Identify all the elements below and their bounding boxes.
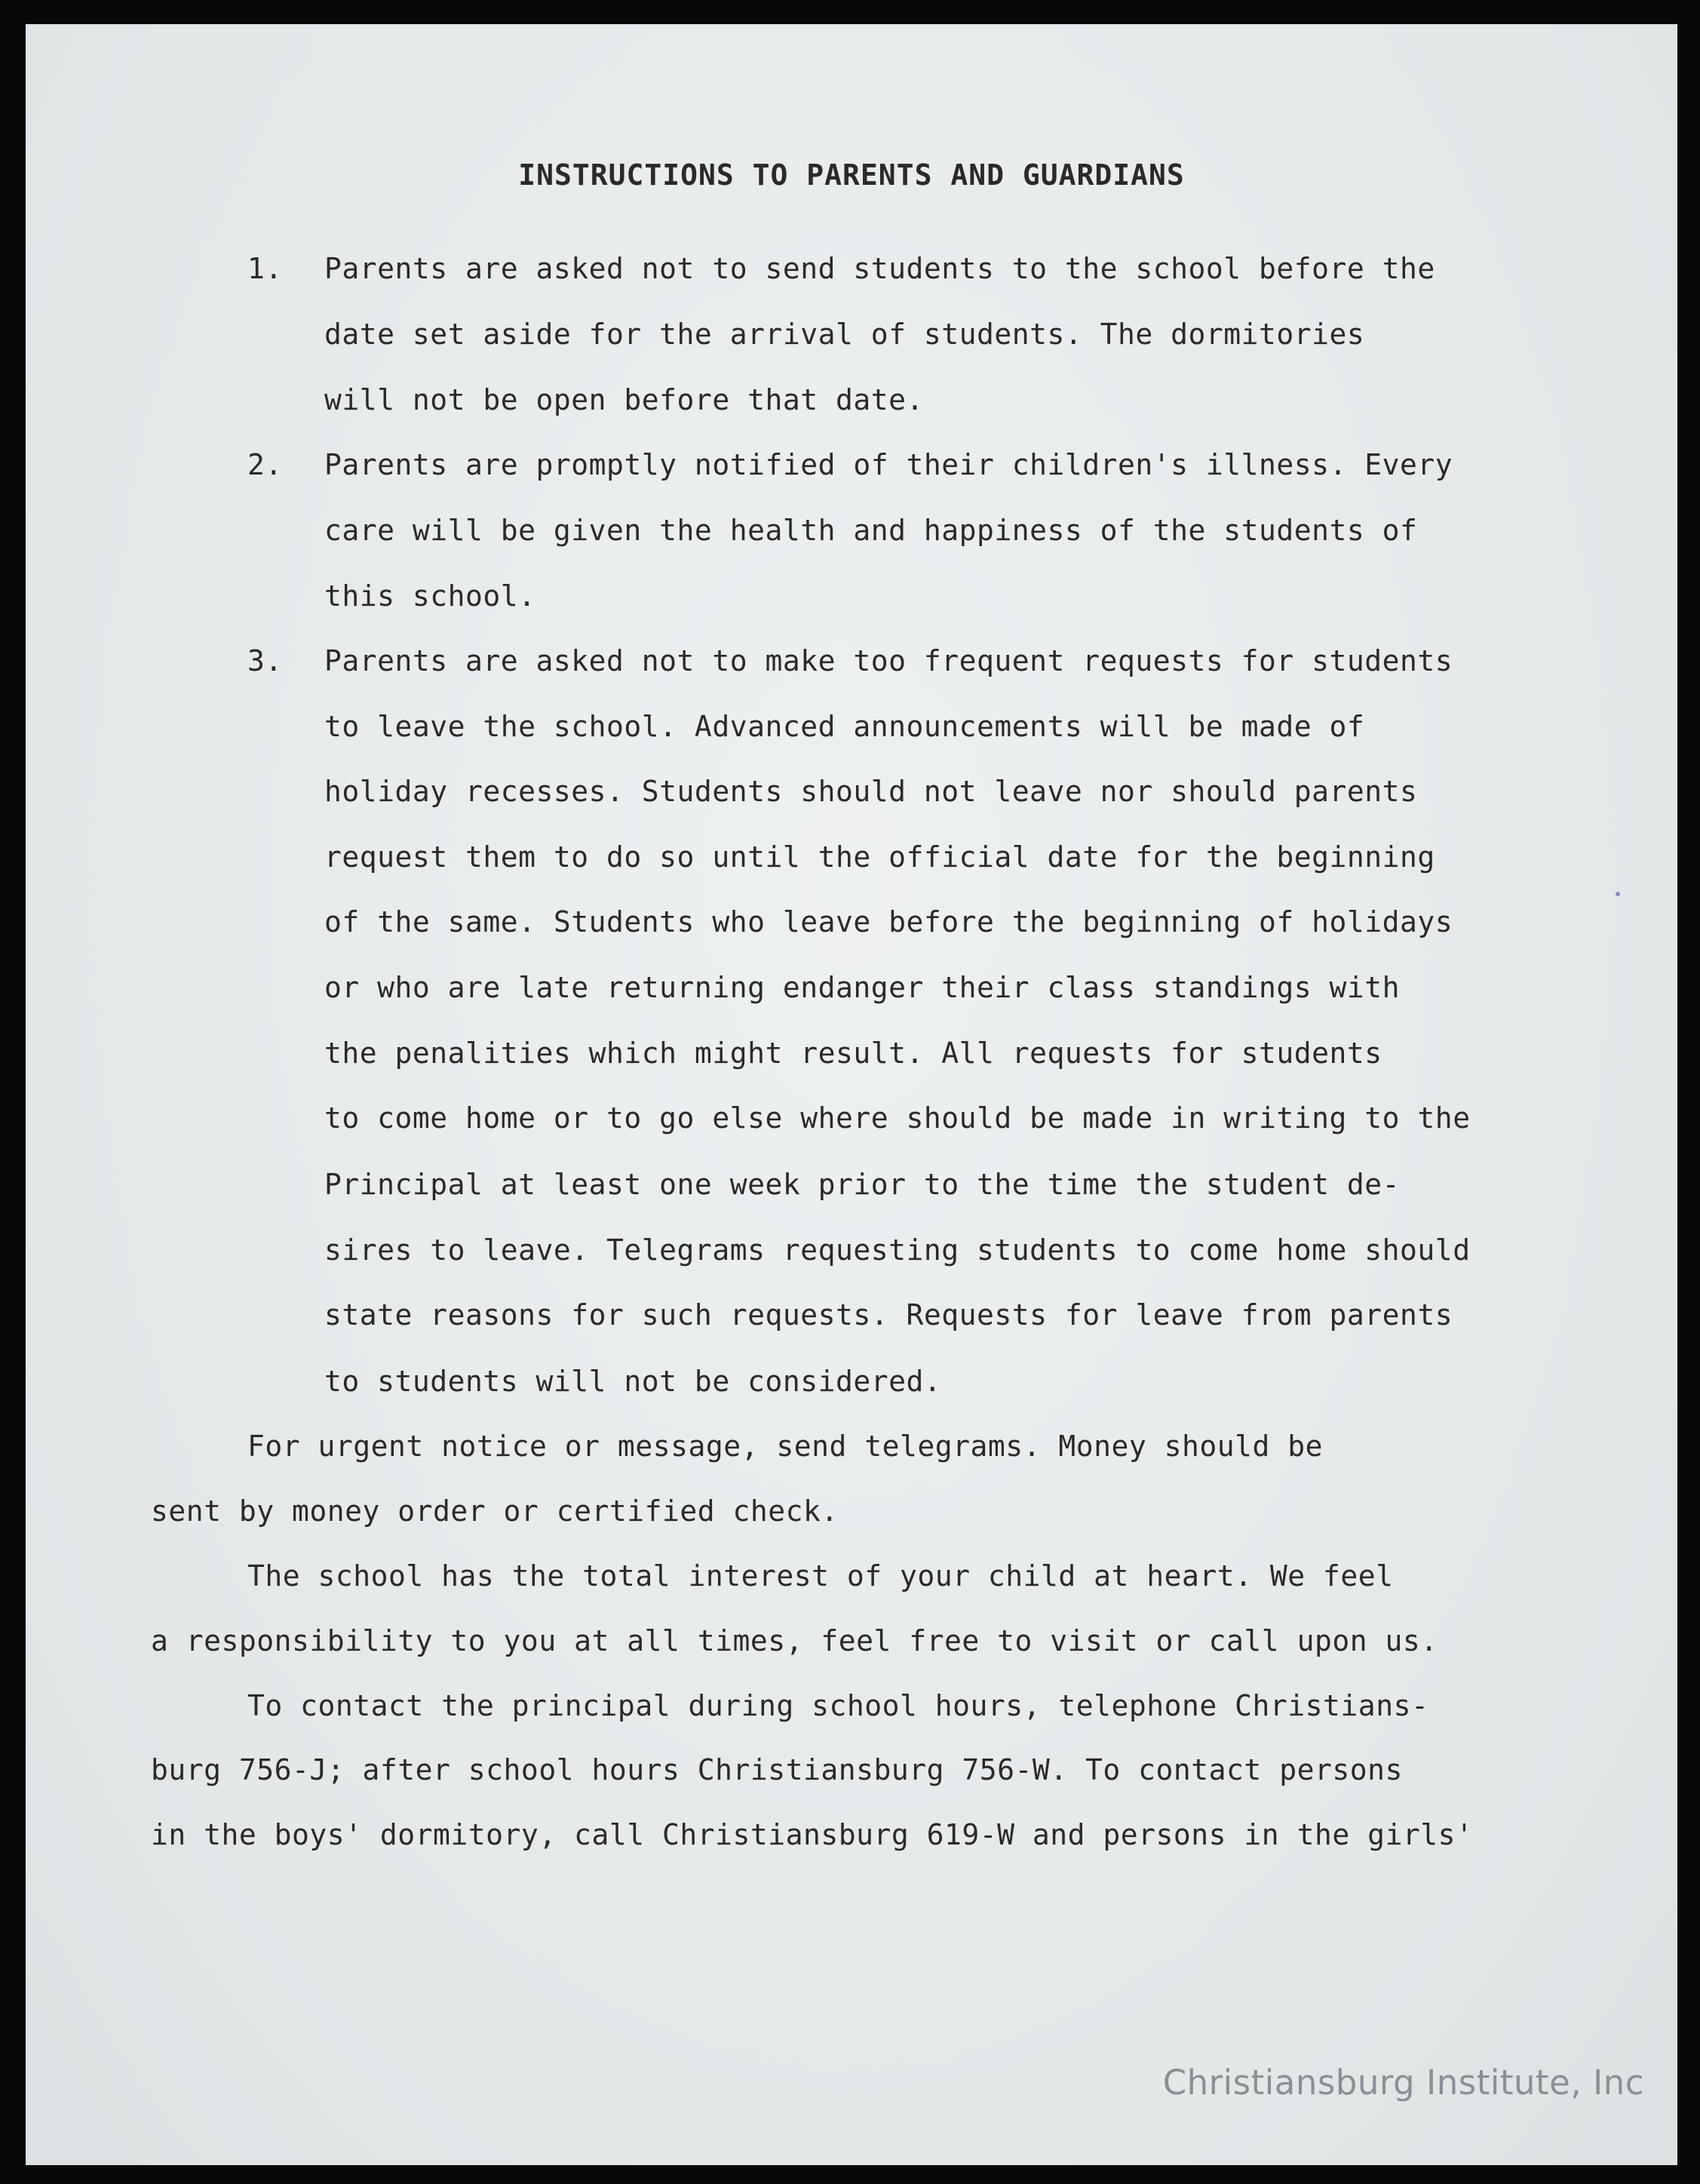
item-line: to students will not be considered. [324, 1365, 942, 1398]
item-number: 3. [247, 644, 283, 677]
paragraph-line: burg 756-J; after school hours Christiansburg 756-W. To contact persons [151, 1753, 1403, 1786]
item-line: Principal at least one week prior to the time the student de- [324, 1168, 1401, 1201]
item-line: Parents are promptly notified of their children's illness. Every [324, 448, 1453, 481]
document-page [26, 24, 1677, 2165]
ink-speck [1616, 892, 1620, 896]
paragraph-line: in the boys' dormitory, call Christiansburg 619-W and persons in the girls' [151, 1818, 1474, 1851]
document-title: INSTRUCTIONS TO PARENTS AND GUARDIANS [518, 158, 1185, 192]
item-line: date set aside for the arrival of students. The dormitories [324, 318, 1365, 351]
item-line: this school. [324, 579, 536, 613]
item-line: sires to leave. Telegrams requesting students to come home should [324, 1233, 1471, 1267]
paragraph-line: The school has the total interest of your child at heart. We feel [247, 1559, 1394, 1593]
item-line: to come home or to go else where should be made in writing to the [324, 1101, 1471, 1135]
item-line: Parents are asked not to make too frequent requests for students [324, 644, 1453, 677]
paragraph-line: sent by money order or certified check. [151, 1494, 839, 1528]
item-number: 2. [247, 448, 283, 481]
item-line: Parents are asked not to send students to the school before the [324, 252, 1435, 285]
item-line: to leave the school. Advanced announcements will be made of [324, 710, 1365, 743]
item-line: or who are late returning endanger their class standings with [324, 971, 1401, 1004]
paragraph-line: For urgent notice or message, send telegrams. Money should be [247, 1430, 1324, 1463]
item-line: holiday recesses. Students should not leave nor should parents [324, 775, 1418, 808]
item-line: request them to do so until the official date for the beginning [324, 840, 1435, 874]
item-number: 1. [247, 252, 283, 285]
item-line: of the same. Students who leave before the beginning of holidays [324, 905, 1453, 938]
item-line: state reasons for such requests. Requests for leave from parents [324, 1298, 1453, 1332]
item-line: will not be open before that date. [324, 383, 924, 416]
item-line: the penalities which might result. All requests for students [324, 1037, 1382, 1070]
paragraph-line: a responsibility to you at all times, feel free to visit or call upon us. [151, 1624, 1438, 1657]
watermark-text: Christiansburg Institute, Inc [1162, 2063, 1644, 2103]
paragraph-line: To contact the principal during school hours, telephone Christians- [247, 1689, 1429, 1722]
item-line: care will be given the health and happiness of the students of [324, 514, 1418, 547]
